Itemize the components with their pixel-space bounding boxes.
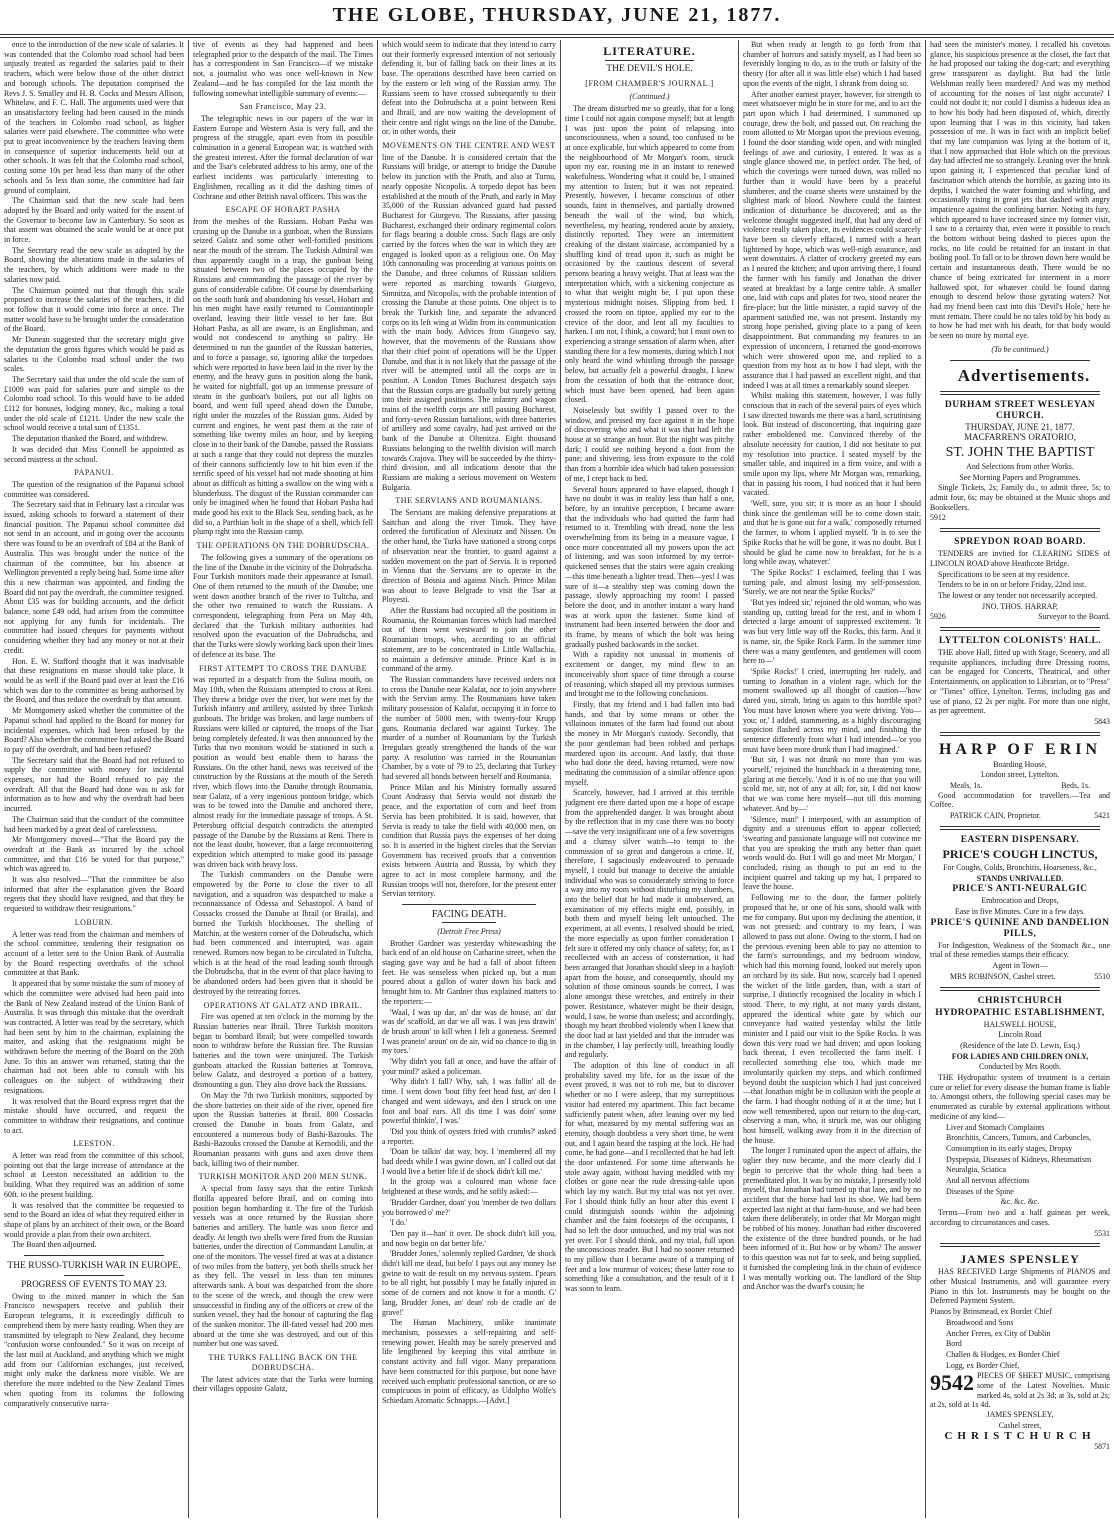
ad-text: Good accommodation for travellers.—Tea and Coffee. [930, 790, 1110, 810]
article-paragraph: Noiselessly but swiftly I passed over to the window, and pressed my face against it in the hope of discovering who and what it was that had left the house at so strange an hour. But the night was pitchy dark; I could see nothing beyond a foot from the pane; and shivering, less from exposure to the cold than from a horrible idea which had taken possession of me, I crept back to bed. [565, 405, 734, 483]
article-paragraph: ence to the introduction of the new scale of salaries. It was contended that the Colombo road school had been unjustly treated as regarded the salaries paid to their teachers, which were below those of the other district and borough schools. The deputation comprised the Revs J. S. Smalley and H. B. Cocks and Messrs Allison, Whitelaw, and F. C. Hall. The arguments used were that an unsatisfactory feeling had been caused in the minds of the teachers in Colombo road school, as higher salaries were paid elsewhere. The committee who were put to great inconvenience by the teachers leaving them in consequence of superior inducements held out at other schools. It was felt that the Colombo road school, costing some 10s per head less than many of the other schools and 5s less than some, the committee had fair ground of complaint. [4, 40, 184, 195]
ad-church-note: See Morning Papers and Programmes. [959, 472, 1081, 482]
article-paragraph: 'Den pay it—han' it over. De shock didn't kill you, and now begin on dat better life.' [382, 1228, 556, 1248]
section-heading: LEESTON. [73, 1139, 115, 1149]
ad-church-oratorio: MACFARREN'S ORATORIO, [964, 432, 1076, 443]
section-heading: PAPANUI. [74, 468, 114, 478]
article-paragraph: It was also resolved—"That the committee be also informed that after the explanation given the Board regrets that they should have resigned, and that they be requested to withdraw their resignations." [4, 875, 184, 914]
article-continued: (Continued.) [629, 92, 670, 102]
article-paragraph: had seen the minister's money. I recalled his covetous glance, his suspicious presence at the closet, the fact that he had proposed our taking the dog-cart; and everything grew transparent as daylight. But had the little Welshman really been murdered? And was my method of accounting for the noises of last night accurate? I could not doubt it; nor could I dismiss a hideous idea as to how his body had been disposed of, which, directly upon learning that I was in this vicinity, had taken possession of me. It was in fact with an implicit belief that my late companion was lying at the bottom of it, that I now approached that Hole which on the previous day had affected me so strangely. Leaning over the brink upon gaining it, I experienced that peculiar kind of fascination which attends the horrible, as gazing into its depths, I watched the water foaming and whirling, and occasionally rising in great jets that dashed with angry impatience against the confining barrier. Noting its fury, which appeared to have increased since my former visit, I saw to a certainty that, even were it possible to reach the bottom without being dashed to pieces upon the rocks, no life could be retained for an instant in that boiling pool. To fall or to be thrown down here would be certain and instantaneous death. There would be no chance of being extricated for interment in a more hallowed spot, for whatever could be found daring enough to descend below those gyrating waters? Not had my friend been cast into this 'Devil's Hole,' here he must remain. There could be no tales told by his body as to how he had met with his death, for that body would be seen no more by mortal eye. [930, 40, 1110, 341]
article-paragraph: 'Brudder Jones,' solemnly replied Gardner, 'de shock didn't kill me dead, but befo' I pays out any money Ise gwine to wait de result on my nervous system. I'pears to be all right, but possibly I may be fatally injured in some of de corners and not know it for a month. G' lang, Brudder Jones, an' dean' rob de cradle an' de grave!' [382, 1249, 556, 1317]
column-divider [188, 40, 189, 1518]
ad-harp-address: London street, Lyttelton. [980, 770, 1060, 780]
ad-text: HAS RECEIVED Large Shipments of PIANOS and other Musical Instruments, and will guarantee every Piano in this lot. Instruments may be bought on the Deferred Payment System. [930, 1267, 1110, 1306]
article-paragraph: Prince Milan and his Ministry formally assured Count Andrassy that Servia would not disturb the peace, and the exportation of corn and beef from Servia has been prohibited. It is said, however, that Servia is ready to take the field with 40,000 men, on condition that Russia pays the expenses of her doing so. It is asserted in the highest circles that the Servian Government has received proofs that a convention exists between Austria and Russia, by which they agree to act in most complete harmony, and the Russian troops will not, therefore, for the present enter Servian territory. [382, 782, 556, 899]
ad-footer [930, 972, 1110, 982]
article-paragraph: Whilst making this statement, however, I was fully conscious that in each of the several pairs of eyes which I saw directed towards me there was a hard, scrutinising look. But instead of disconcerting, that inquiring gaze rather emboldened me. Convinced thereby of the absolute necessity for caution, I did not hesitate to put my resolution into practice. I seated myself by the smaller table, and inquired in a firm voice, and with a smile upon my lips, where Mr Morgan was, remarking, that in passing his room, I had noticed that it had been vacated. [743, 391, 921, 498]
article-paragraph: The Russian commanders have received orders not to cross the Danube near Kalafat, nor to join anywhere with the Servian army. The Roumanians have taken military possession of Kalafat, occupying it in force to the number of 5000 men, with twenty-four Krupp guns. Roumania declared war against Turkey. The murder of a number of Roumanians by the Turkish Irregulars greatly strengthened the hands of the war party. A resolution was carried in the Roumanian Chamber, by a vote of 79 to 25, declaring that Turkey had severed all bonds between herself and Roumania. [382, 675, 556, 782]
ad-number: 5912 [930, 513, 946, 523]
article-paragraph: It was resolved that the Board express regret that the mistake should have occurred, and request the committee to withdraw their resignations, and continue to act. [4, 1096, 184, 1135]
ad-text: Ease in five Minutes. Cure in a few days. [954, 907, 1086, 916]
ad-separator [940, 528, 1100, 532]
ad-beds-price: Beds, 1s. [1061, 781, 1090, 791]
article-separator [64, 1275, 124, 1276]
ad-separator [940, 1243, 1100, 1247]
ad-text: STANDS UNRIVALLED. [976, 873, 1064, 883]
article-source: [FROM CHAMBER'S JOURNAL.] [585, 78, 714, 88]
article-paragraph: The following gives a summary of the operations on the line of the Danube in the vicinity of the Dobrudscha. Four Turkish monitors made their appearance at Ismail. One of them returned to the mouth of the Danube; one went down another branch of the river to Tultcha, and the other two remained to watch the Russians. A correspondent, telegraphing from Pera on May 4th, declared that the Turkish military authorities had resolved upon the evacuation of the Dobrudscha, and that the Turks were slowly working back upon their lines of defence at its base. The [193, 552, 373, 659]
article-paragraph: 'Silence, man!' I interposed, with an assumption of dignity and a strenuous effort to appear collected; 'swearing and passionate language will not convince me that you are speaking the truth any better than quiet words would do. But I will go and meet Mr Morgan,' I concluded, rising as though to put an end to the incipient quarrel and taking up my hat, I prepared to leave the house. [743, 814, 921, 892]
article-paragraph: The Board then adjourned. [12, 1240, 97, 1250]
ad-hydro-house: HALSWELL HOUSE, [983, 1019, 1057, 1029]
article-paragraph: A letter was read from the committee of this school, pointing out that the large increase of attendance at the school at Leeston necessitated an addition to the building. What they required was an addition of some 60ft. to the present building. [4, 1151, 184, 1199]
section-heading: THE TURKS FALLING BACK ON THE DOBRUDSCHA. [208, 1353, 358, 1372]
ad-hydro-audience: FOR LADIES AND CHILDREN ONLY, [951, 1051, 1089, 1061]
ad-separator [940, 732, 1100, 736]
ad-separator [940, 826, 1100, 830]
article-separator [950, 360, 1090, 361]
article-paragraph: The longer I ruminated upon the aspect of affairs, the uglier they now became, and the more clearly did I begin to perceive that the whole thing had been a premeditated plot. It was by no mistake, I presently told myself, that Jonathan had turned up that lane, and by no accident that the horse had lost its shoe. We had been expected last night at that farm-house, and we had been taken there deliberately, in order that Mr Morgan might be robbed of his money. Jonathan had either discovered the existence of the three hundred pounds, or he had been informed of it. But how or by whom? The answer to this question was not far to seek, and being supplied, it furnished the completing link in the chain of evidence I was mentally working out. The landlord of the Ship and Anchor was the dwarf's cousin; he [743, 1146, 921, 1292]
ad-text: Tenders to be in on or before Friday, 22nd inst. [938, 580, 1087, 590]
article-separator [402, 904, 536, 905]
ad-agent: Agent in Town— [992, 961, 1048, 971]
article-paragraph: from the meshes of the Russians. Hobart Pasha was cruising up the Danube in a gunboat, when the Russians seized Galatz and some other well-fortified positions near the mouth of the stream. The Turkish Admiral was thus apparently caught in a trap, the gunboat being situated between two of the places occupied by the Russians and commanding the passage of the river by guns of considerable calibre. Of course by disembarking on the south bank and abandoning his vessel, Hobart and his men might have easily returned to Constantinople overland, leaving their little vessel to her fate. But Hobart Pasha, as all are aware, is an Englishman, and would not condescend to anything so paltry. He determined to run the gauntlet of the Russian batteries, and to force a passage, so, ignoring alike the torpedoes which were reported to have been laid in the river by the enemy, and the heavy guns in position along the bank, he waited for nightfall, got up an immense pressure of steam in the gunboat's boilers, put out all lights on board, and went full speed ahead down the Danube, right under the muzzles of the Russian guns. Aided by current and engines, he went past them at the rate of something like twenty miles an hour, and by keeping close in to their bank of the Danube, passed the Russians at such a range that they could not depress the muzzles of their cannons sufficiently low to hit him even if the terrific speed of his vessel had not made shooting at him about as difficult as hitting a swallow on the wing with a blunderbuss. The disgust of the Russian commander can only be imagined when he found that Hobart Pasha had made good his exit to the Black Sea, sending back, as he did so, a Parthian bolt in the shape of a shell, which fell plump right into the Russian camp. [193, 216, 373, 537]
column-4 [565, 40, 734, 1518]
ad-signature: PATRICK CAIN, Proprietor. [950, 811, 1041, 821]
column-5 [743, 40, 921, 1518]
column-divider [925, 40, 926, 1518]
section-heading: FIRST ATTEMPT TO CROSS THE DANUBE [198, 663, 367, 673]
article-paragraph: A letter was read from the chairman and members of the school committee, tendering their resignation on account of a letter sent to the Union Bank of Australia by the Board respecting overdrafts of the school committee at that Bank. [4, 929, 184, 978]
section-heading: ESCAPE OF HOBART PASHA [225, 205, 341, 215]
ad-list-item: Challen & Hodges, ex Border Chief [946, 1349, 1060, 1359]
article-separator [24, 1255, 164, 1256]
article-paragraph: Fire was opened at ten o'clock in the morning by the Russian batteries near Ibrail. Three Turkish monitors began to bombard Ibrail; but were compelled towards noon to withdraw before the Russian fire. The Russian batteries and the town were uninjured. The Turkish gunboats attacked the Russian batteries at Tomrova, below Galatz, and destroyed a portion of a battery, dismounting a gun. They also drove back the Russians. [193, 1012, 373, 1090]
section-heading: THE OPERATIONS ON THE DOBRUDSCHA. [196, 541, 370, 551]
ad-harp-prices [930, 781, 1110, 791]
article-paragraph: It was decided that Miss Connell be appointed as second mistress at the school. [4, 444, 184, 464]
article-paragraph: Scarcely, however, had I arrived at this terrible judgment ere there darted upon me a hope of escape from the apprehended danger. It was brought about by the reflection that in my case there was no booty—save the very insignificant one of a few sovereigns and a clumsy silver watch—to tempt to the commission of so great and dangerous a crime. If, therefore, I sagaciously endeavoured to persuade myself, I could but manage to deceive the amiable individual who was so considerately striving to force a way into my room without disturbing my slumbers, into the belief that he had made it unobserved, an examination of my effects might end, possibly, in both them and myself being left untouched. The experiment, at all events, I resolved should be tried, the more especially as upon further consideration I felt sure it offered my only chance of safety; for, as I recollected with an access of consternation, it had been arranged that Jonathan should sleep in a hayloft apart from the house, and consequently, should my solution of those ominous sounds be correct, I was alone amongst these wretches, and entirely in their power. Resistance, whatever might be their design, would, I saw, be worse than useless; and accordingly, though my heart throbbed violently when I knew that the door had at last yielded and that the intruder was in the chamber, I lay perfectly still, breathing loudly and regularly. [565, 788, 734, 1060]
article-separator [442, 922, 496, 923]
article-paragraph: Firstly, that my friend and I had fallen into bad hands, and that by some means or other the villainous inmates of the farm had found out about the money in Mr Morgan's custody. Secondly, that the poor gentleman had been robbed and perhaps murdered upon its account. And lastly, that those who had done the deed, having returned, were now meditating the commission of a similar offence upon myself. [565, 700, 734, 787]
advertisements-heading: Advertisements. [957, 365, 1091, 385]
ad-church-sub: And Selections from other Works. [966, 461, 1074, 471]
column-divider [560, 40, 561, 1518]
ad-list-item: Broadwood and Sons [946, 1317, 1014, 1327]
article-paragraph: In the group was a coloured man whose face brightened at these words, and he softly asked:— [382, 1177, 556, 1197]
article-paragraph: Owing to the mixed manner in which the San Francisco newspapers receive and publish their European telegrams, it is exceedingly difficult to comprehend them by mere hasty reading. When they are transmitted by telegraph to New Zealand, they become "confusion worse confounded." So it was on receipt of the last mail at Auckland, and anything which we might add from our Californian exchanges, just received, might only make the darkness more visible. We are therefore the more indebted to the New Zealand Times when quoting from its columns the following comparatively consecutive narra- [4, 1291, 184, 1408]
article-paragraph: which would seem to indicate that they intend to carry out their formerly expressed intention of not seriously defending it, but of falling back on their lines at its base. The operations described have been carried on by the eastern or left wing of the Russian army. The Russians seem to have crossed subsequently to their defeat into the Dobrudscha at a point between Reni and Ibrail, and are now waiting the development of their centre and right wings on the line of the Danube, or, in other words, their [382, 40, 556, 137]
column-2 [193, 40, 373, 1518]
ad-text: THE above Hall, fitted up with Stage, Scenery, and all requisite appliances, including three Dressing rooms, can be engaged for Concerts, Theatrical, and other Entertainments, on application to Librarian, or to "Press" or "Times" office, Lyttelton. Terms, including gas and use of piano, £2 2s per night. For more than one night, as per agreement. [930, 648, 1110, 716]
column-divider [377, 40, 378, 1518]
article-paragraph: 'Did you think of oysters fried with crumbs?' asked a reporter. [382, 1126, 556, 1146]
ad-church-date: THURSDAY, JUNE 21, 1877. [965, 421, 1075, 432]
article-paragraph: 'Why didn't you fall at once, and have the affair of your mind?' asked a policeman. [382, 1057, 556, 1076]
article-paragraph: 'Spike Rocks!' I cried, interrupting her rudely, and turning to Jonathan in a violent rage, which for the moment swallowed up all thought of caution—'how dared you, sirrah, bring us again to this horrible spot? You must have known where you were driving. You—you; or,' I added, stammering, as a highly discouraging suspicion flashed across my mind, and finishing the sentence differently from what I had intended—'or you must have been more drunk than I had imagined.' [743, 667, 921, 754]
ad-list-item: Bord [946, 1339, 962, 1349]
article-paragraph: The Secretary said that the Board had not refused to supply the committee with money for incidental expenses, nor had the Board refused to pay the overdraft. All that the Board had done was to ask for information as to how and why the overdraft had been incurred. [4, 755, 184, 814]
ad-list-item: Bronchitis, Cancers, Tumors, and Carbuncles, [946, 1133, 1092, 1143]
ad-pills-title: PRICE'S QUININE AND DANDELION PILLS, [930, 917, 1110, 939]
article-paragraph: 'Brudder Gardner, doan' you 'member de two dollars you borrowed o' me?' [382, 1197, 556, 1217]
article-paragraph: Mr Dunean suggested that the secretary might give the deputation the gross figures which would be paid as salaries to the Colombo road school under the two scales. [4, 335, 184, 374]
article-paragraph: The Secretary said that in February last a circular was issued, asking schools to forward a statement of their financial position. The Papanui school committee did not send in an account, and in going over the accounts there was found to be an overdraft of £84 at the Bank of Australia. This was brought under the notice of the chairman of the committee, but his absence at Wellington prevented a reply being had. Some time after this a new chairman was appointed, and finding the Board did not pay the overdraft, the committee resigned. About £35 was for building accounts, and the deficit balance, some £49 odd, had arisen from the committee not applying for any funds for incidentals. The committee had issued cheques for payments without considering whether they had any money or not at their credit. [4, 500, 184, 655]
article-paragraph: A special from Jassy says that the entire Turkish flotilla appeared before Ibrail, and on coming into position began bombarding it. The fire of the Turkish vessels was at once returned by the Russian shore batteries and artillery. The battle was soon fierce and deadly. At length two shells were fired from the Russian batteries, under the direction of Commandant Lanulin, at one of the monitors. The vessel fired at was at a distance of two miles from the battery, yet both shells struck her as they fell. The vessel in less than ten minutes afterwards sank. A boat was despatched from the shore to the scene of the wreck, and though the crew were unsuccessful in finding any of the officers or crew of the sunken vessel, they had the honour of capturing the flag of the sunken monitor. The ill-fated vessel had 200 men aboard at the time she was destroyed, and out of this number but one was saved. [193, 1184, 373, 1349]
ad-church-tickets: Single Tickets, 2s; Family do., to admit three, 5s; to admit four, 6s; may be obtained at the Music shops and Booksellers. [930, 483, 1110, 512]
ad-signature: MRS ROBINSON, Cashel street. [950, 971, 1056, 981]
ad-list-item: Neuralgia, Sciatica [946, 1165, 1007, 1175]
section-heading: TURKISH MONITOR AND 200 MEN SUNK. [198, 1172, 368, 1182]
article-paragraph: The Turkish commanders on the Danube were empowered by the Porte to close the river to all navigation, and a squadron was despatched to make a reconnaissance of Odessa and Sebastopol. A band of Cossacks crossed the Danube at Ibrail (or Braila), and burned the Turkish blockhouses. The shelling of Matchin, at the western corner of the Dobrudscha, which had been commenced and interrupted, was again renewed. Rumors now began to be circulated in Tultcha, which is at the head of the road leading south through the Dobrudscha, that in the event of that place having to be abandoned orders had been given that it should be destroyed by the retreating forces. [193, 870, 373, 996]
article-paragraph: The deputation thanked the Board, and withdrew. [12, 434, 168, 444]
article-paragraph: The Chairman pointed out that though this scale proposed to increase the salaries of the teachers, it did not follow that it would come into force at once. The matter would have to be brought under the consideration of the Board. [4, 285, 184, 334]
ad-text: For Indigestion, Weakness of the Stomach &c., one trial of these remedies stamps their efficacy. [930, 940, 1110, 960]
article-subtitle: PROGRESS OF EVENTS TO MAY 23. [21, 1279, 167, 1290]
article-paragraph: The telegraphic news in our papers of the war in Eastern Europe and Western Asia is very full, and the progress of the struggle, apart even from its possible culmination in a general European war, is watched with the greatest interest. After the formal declaration of war and the Tsar's celebrated address to his army, one of the earliest incidents was particularly interesting to Englishmen, recalling as it did the dashing times of Cochrane and other British naval officers. This was the [193, 113, 373, 201]
column-6 [930, 40, 1110, 1518]
article-paragraph: 'Why didn't I fall? Why, sah, I was fallin' all de time. I went down 'bout fifty feet head fust, an' den I changed and went sideways, and den I struck on one foot and boaf ears. All dis time I was doin' some powerful thinkin', I was.' [382, 1077, 556, 1126]
ad-text: Conducted by Mrs Rooth. [979, 1062, 1061, 1072]
ad-signature: JNO. THOS. HARRAP, [982, 601, 1058, 611]
ad-number: 5871 [1094, 1442, 1110, 1452]
article-paragraph: It was resolved that the committee be requested to send to the Board an idea of what they required either in shape of plans by an architect of their own, or the Board would provide a plan from their own architect. [4, 1200, 184, 1239]
ad-separator [940, 627, 1100, 631]
ad-footer [930, 612, 1110, 622]
article-paragraph: But when ready at length to go forth from that chamber of horrors and satisfy myself, as I had been so feverishly longing to do, as to the truth or falsity of the theory (for after all it was little else) which I had based upon the events of the night, I shrank from doing so. [743, 40, 921, 88]
article-title: THE DEVIL'S HOLE. [606, 64, 693, 74]
ad-music [930, 1371, 1110, 1410]
article-paragraph: 'But sir, I was not drunk no more than you was yourself,' rejoined the hunchback in a threatening tone, glaring at me fiercely. 'And it is of no use that you will scold me, sir, not of any at all; for, sir, I did not know that we was come here myself—not till this morning whatever. And by—' [743, 755, 921, 813]
article-paragraph: The Chairman said that the conduct of the committee had been marked by a great deal of carelessness. [4, 814, 184, 834]
ad-text: Specifications to be seen at my residence. [938, 569, 1070, 579]
article-paragraph: With a rapidity not unusual in moments of excitement or danger, my mind flew to an inconceivably short space of time through a course of reasoning, which shaped all my previous surmises and brought me to the following conclusions. [565, 650, 734, 699]
ad-list-item: &c. &c. &c. [1000, 1197, 1040, 1207]
section-heading: THE SERVIANS AND ROUMANIANS. [395, 496, 543, 506]
article-paragraph: was reported in a despatch from the Sulina mouth, on May 10th, when the Russians attempted to cross at Reni. They threw a bridge over the river, but were met by the Turkish infantry and artillery, assisted by three Turkish gunboats. The bridge was broken, and large numbers of Russians were killed or captured, the troops of the Tsar being completely defeated. It was then announced by the Turks that two monitors would be stationed in such a position as would best enable them to harass the Russians. On the other hand, news was received of the construction by the Russians at the mouth of the Sereth river, which flows into the Danube through Roumania, near Galatz, of a very ingenious pontoon bridge, which was to be towed into the Danube and anchored there, almost ready for the immediate passage of troops. A St. Petersburg official despatch contradicts the attempted passage of the Danube by the Russians at Reni. There is not the least doubt, however, that a large reconnoitering expedition which attempted to make good its passage was driven back with heavy loss. [193, 675, 373, 869]
section-heading: MOVEMENTS ON THE CENTRE AND WEST [382, 141, 556, 151]
ad-spensley-title: JAMES SPENSLEY [960, 1252, 1080, 1267]
ad-separator [940, 391, 1100, 395]
ad-footer [930, 811, 1110, 821]
article-title: THE RUSSO-TURKISH WAR IN EUROPE. [7, 1261, 181, 1272]
article-paragraph: 'Well, sure, you sir; it is more as an hour I should think since the gentleman will be to come down stair, and that he is gone out for a walk,' composedly returned the farmer, to whom I applied myself. 'It is to see the Spike Rocks that he will be gone, it was no doubt. But I should be glad he came now to breakfast, for he is a long while away, whatever.' [743, 499, 921, 567]
ad-separator [940, 987, 1100, 991]
section-heading: LOBURN. [74, 917, 114, 927]
to-be-continued: (To be continued.) [991, 344, 1049, 354]
article-paragraph: 'Doan be talkin' dat way, boy. I 'membered all my bad deeds while I was gwine down, an' I called out dat I would live a better life if de shock didn't kill me.' [382, 1147, 556, 1176]
column-1 [4, 40, 184, 1518]
article-paragraph: 'The Spike Rocks!' I exclaimed, feeling that I was turning pale, and almost losing my self-possession. 'Surely, we are not near the Spike Rocks?' [743, 567, 921, 597]
ad-list-item: Pianos by Brinsmead, ex Border Chief [930, 1307, 1052, 1317]
ad-hall-title: LYTTELTON COLONISTS' HALL. [938, 636, 1102, 647]
ad-meals-price: Meals, 1s. [950, 781, 983, 791]
ad-city: CHRISTCHURCH [944, 1429, 1096, 1442]
ad-signature: JAMES SPENSLEY, [986, 1410, 1054, 1420]
article-paragraph: The Chairman said that the new scale had been adopted by the Board and only waited for the assent of the Governor to become law in Canterbury. So soon as that assent was obtained the scale would be at once put in force. [4, 196, 184, 245]
article-paragraph: Mr Montgomery moved—"That the Board pay the overdraft at the Bank as incurred by the school committee, and that £16 be voted for that purpose," which was agreed to. [4, 835, 184, 874]
ad-church-work: ST. JOHN THE BAPTIST [945, 444, 1095, 460]
ad-neuralgic-title: PRICE'S ANTI-NEURALGIC [952, 884, 1088, 895]
article-paragraph: 'But yes indeed sir,' rejoined the old woman, who was standing up, cutting bread for the rest, and in whom I detected a large amount of suppressed excitement. 'It was but very little way off the Rocks, this farm. And it is name, sir, the Spike Rock Farm. In the summer time there was a many gentlemen, and gentlemen will coom here to—' [743, 598, 921, 666]
ad-dispensary-title: EASTERN DISPENSARY. [960, 834, 1080, 845]
article-paragraph: 'Waal, I was up dar, an' dar was de house, an' dar was de' scaffold, an dar we all was. I was jess drawin' de brush aroun' to kill when I felt a goneness. Seemed I was pranein' aroun' on de air, wid no chance to dig in my toes.' [382, 1007, 556, 1056]
article-paragraph: Mr Montgomery asked whether the committee of the Papanui school had applied to the Board for money for incidental expenses, which had been refused by the Board? Also whether the committee had asked the Board to pay off the overdraft, and had been refused? [4, 706, 184, 754]
column-3 [382, 40, 556, 1518]
ad-harp-sub: Boarding House, [993, 759, 1047, 769]
ad-hydro-title: CHRISTCHURCH [977, 995, 1063, 1006]
ad-church-title: DURHAM STREET WESLEYAN CHURCH. [944, 399, 1096, 421]
article-title: FACING DEATH. [431, 909, 507, 921]
ad-address: Cashel street, [998, 1420, 1042, 1430]
article-paragraph: Brother Gardner was yesterday whitewashing the back end of an old house on Catharine street, when the staging gave way and he had a fall of about fifteen feet. He was senseless when picked up, but a man poured about a gallon of water down his back and brought him to. Mr Gardner thus explained matters to the reporters:— [382, 938, 556, 1006]
article-paragraph: The Servians are making defensive preparations at Saitchan and along the river Timok. They have ordered the fortification of Alexinatz and Nissen. On the other hand, the Turks have stationed a strong corps of observation near the frontier, to guard against a sudden movement on the part of Servia. It is reported in Vienna that the Servians are to operate in the direction of Bosnia and against Nisch. Prince Milan was about to leave Belgrade to visit the Tsar at Ployesti. [382, 508, 556, 605]
ad-number: 5421 [1094, 811, 1110, 821]
article-separator [605, 60, 694, 61]
ad-number: 5843 [1094, 716, 1110, 726]
article-source: (Detroit Free Press) [437, 926, 501, 936]
article-paragraph: The Secretary said that under the old scale the sum of £1009 was paid for salaries pure and simple to the Colombo road school. To this would have to be added £112 for bonuses, lodging money, &c., making a total under the old scale of £1211. Under the new scale the school would receive a total sum of £1351. [4, 374, 184, 433]
ad-number: 5531 [1094, 1228, 1110, 1238]
column-divider [738, 40, 739, 1518]
article-paragraph: The dream disturbed me so greatly, that for a long time I could not again compose myself; but at length I was just upon the point of relapsing into unconsciousness, when a sound, too confused to be at once explicable, but which appeared to come from the neighbourhood of Mr Morgan's room, struck upon my ear, rousing me in an instant to renewed wakefulness. Wondering what it could be, I strained my attention to listen; but it was not repeated. Presently, however, I became conscious of other sounds, faint in themselves, and partially drowned beneath the wail of the wind, but which, nevertheless, my hearing, rendered acute by anxiety, distinctly reported. They were an intermittent creaking of the distant staircase, accompanied by a shuffling kind of tread upon it, such as might be occasioned by the cautious descent of several persons bearing a heavy weight. That at least was the interpretation which, with a sickening conjecture as to what that weight might be, I put upon these mysterious midnight noises. Slipping from bed, I crossed the room on tiptoe, applied my ear to the crevice of the door, and lent all my faculties to harken. I am not, I think, a coward; but I must own to experiencing a strange sensation of alarm when, after standing there for a few moments, during which I not only heard the wind whistling through the passage below, but actually felt a powerful draught, I knew from the cessation of both that the entrance door, which must have been opened, had been again closed. [565, 104, 734, 405]
dateline: San Francisco, May 23. [239, 102, 327, 112]
article-paragraph: It appeared that by some mistake the sum of money of which the committee were advised had been paid into the Bank of New Zealand instead of the Union Bank of Australia. It was through this mistake that the overdraft was contracted. A letter was read by the secretary, which had been sent by him to the chairman, explaining the matter, and asking that the resignations might be withdrawn before the meeting of the Board on the 20th June. To this an answer was returned, stating that the chairman had not been able to consult with his colleagues on the subject of withdrawing their resignations. [4, 979, 184, 1095]
ad-text: The lowest or any tender not necessarily accepted. [938, 590, 1098, 600]
ad-text: THE Hydropathic system of treatment is a certain cure or relief for every disease the human frame is liable to. Amongst others, the following special cases may be enumerated as curable by external applications without medicine of any kind— [930, 1073, 1110, 1121]
ad-road-board-title: SPREYDON ROAD BOARD. [954, 537, 1086, 548]
ad-text: (Residence of the late D. Lewis, Esq.) [960, 1040, 1080, 1050]
ad-signature-role: Surveyor to the Board. [1038, 612, 1110, 622]
article-paragraph: The question of the resignation of the Papanui school committee was considered. [4, 479, 184, 499]
masthead-rule [0, 34, 1114, 35]
ad-hydro-road: Lincoln Road [998, 1030, 1042, 1040]
ad-hydro-title-2: HYDROPATHIC ESTABLISHMENT, [935, 1007, 1105, 1018]
ad-harp-title: HARP OF ERIN [938, 740, 1102, 758]
ad-text: For Coughs, Colds, Bronchitis, Hoarseness, &c., [943, 862, 1097, 872]
article-paragraph: Following me to the door, the farmer politely proposed that he, or one of his sons, should walk with me for company. But upon my declining the attention, it was not pressed; and contrary to my fears, I was allowed to pass out alone. Owing to the storm, I had on the previous evening been able to pay no attention to the farm's surroundings, and my bedroom window, which had this morning found, looked out merely upon an orchard by its side. But now, scarcely had I opened the wicket of the little garden, than, with a start of surprise, I distinctly recognised the locality in which I stood. There, to my right, at not many yards distant, appeared the identical white gate by which our conveyance had waited yesterday whilst the little minister and I paid our visit to the Spike Rocks. It was down this very road we had driven; and upon looking back thereat, I even recollected the farm itself. I recollected something else too, which made me involuntarily quicken my steps, and which confirmed beyond doubt the suspicion which I had just conceived—that Jonathan might be in collusion with the people at the farm. I had thought nothing of it at the time; but I now well remembered, upon our return to the dog-cart, observing a man, who, it struck me, was our obliging host himself, walking away from it in the direction of the house. [743, 893, 921, 1145]
article-paragraph: The latest advices state that the Turks were burning their villages opposite Galatz, [193, 1374, 373, 1394]
ad-list-item: Logg, ex Border Chief, [946, 1360, 1020, 1370]
ad-text: Embrocation and Drops, [981, 896, 1059, 906]
section-title-literature: LITERATURE. [603, 44, 696, 58]
ad-list-item: Consumption in its early stages, Dropsy [946, 1143, 1073, 1153]
ad-list-item: Liver and Stomach Complaints [946, 1122, 1045, 1132]
ad-text: Terms—From two and a half guineas per week, according to circumstances and cases. [930, 1208, 1110, 1227]
article-paragraph: The adoption of this line of conduct in all probability saved my life, for as the issue of the event proved, it was not to rob me, but to discover whether or no I were asleep, that my surreptitious visitor had entered my apartment. This fact became sufficiently patent when, after leaning over my bed for what, measured by my mental suffering was an eternity, though doubtless a very short time, he went out, and I again heard the rasping at the lock. He had come, he had gone—and I recollected that he had left the door unfastened. For some time afterwards he stole away again, without having meddled with my clothes or gone near the rude dressing-table upon which lay my watch. But my trial was not yet over. For I should think fully an hour after this event I could distinguish sounds within the adjoining chamber and the faint footsteps of the occupants, I had so left the door untouched, and my trial was not yet over. For I should think, and my trial, full upon the unconscious reader. But I had no sooner returned to my pillow than I became aware of a tramping of feet and a low murmur of voices; these latter rose to something like a consultation, and the result of it I was soon to learn. [565, 1061, 734, 1294]
ad-linctus-title: PRICE'S COUGH LINCTUS, [942, 846, 1098, 861]
article-paragraph: Several hours appeared to have elapsed, though I have no doubt it was in reality less than half a one, before, by an intuitive perception, I became aware that the individuals who had quitted the farm had returned to it. Trembling with dread, none the less overwhelming from its being in a measure vague, I once more concentrated all my powers upon the act of listening, and was soon informed by my terror-quickened senses that the stairs were again creaking—this time beneath a lighter tread. Then—yes! I was sure of it—a stealthy step was coming down the passage, slowly approaching my room! I passed before the door, and in another instant a wary hand was at work upon the fastener. Some kind of instrument had been inserted between the door and its frame, by means of which the bolt was being gradually pushed backwards in the socket. [565, 484, 734, 649]
masthead-rule-2 [0, 37, 1114, 38]
article-paragraph: line of the Danube. It is considered certain that the Russians will bridge, or attempt to bridge the Danube below its junction with the Pruth, and also at Turnu, nearly opposite Nicopolis. A torpedo depot has been established at the mouth of the Pruth, and early in May 35,000 of the Russian advanced guard had passed Bucharest for Giurgevo. The Russians, after passing Bucharest, exchanged their ordinary regimental colors for flags bearing a double cross. Such flags are only carried by the forces when the war in which they are engaged is looked upon as a religious one. On May 10th cannonading was proceeding at various points on the Danube, and three columns of Russian soldiers were reported as marching towards Giurgevo, Simnitza, and Nicopolis, with the probable intention of crossing the Danube at those points. One object is to break the Turkish line, and separate the advanced corps on its left wing at Widin from its communication with the main body. Advices from Giurgevo say, however, that the movements of the Russians show that their chief point of operations will be the Upper Danube, and that it is not likely that the passage of the river will be attempted until all the corps are in position. A London Times Bucharest despatch says that the Russian corps are gradually but surely getting into their assigned positions. The infantry and wagon trains of the twelfth corps are still passing Bucharest, and forty-seven Russian battalions, with three batteries of artillery and some cavalry, had just arrived on the bank of the Danube at Oltenitza. Eight thousand Russians belonging to the twelfth division will march towards Crajova. They will be succeeded by the thirty-third division, and all indications denote that the Russians are making a serious movement on Western Bulgaria. [382, 152, 556, 492]
article-paragraph: After the Russians had occupied all the positions in Roumania, the Roumanian forces which had marched out of them went westward to join the other Roumanian troops, who, according to an official statement, are to be concentrated in Little Wallachia, to maintain a defensive attitude. Prince Karl is in command of the army. [382, 606, 556, 674]
newspaper-masthead: THE GLOBE, THURSDAY, JUNE 21, 1877. [332, 4, 782, 26]
article-paragraph: The Human Machinery, unlike inanimate mechanism, possesses a self-repairing and self-renewing power. Health may be surely preserved and life lengthened by keeping this vital attribute in constant activity and full vigor. Many preparations have been constructed for this purpose, but none have received such emphatic professional sanction, or are so conspicuous in point of efficacy, as Udolpho Wolfe's Schiedam Aromatic Schnapps.—[Advt.] [382, 1318, 556, 1405]
ad-list-item: Dyspepsia, Diseases of Kidneys, Rheumatism [946, 1154, 1092, 1164]
article-paragraph: The Secretary read the new scale as adopted by the Board, showing the alterations made in the salaries of the teachers, by which additions were made to the salaries now paid. [4, 245, 184, 284]
ad-list-item: Ancher Freres, ex City of Dublin [946, 1328, 1051, 1338]
article-paragraph: On May the 7th two Turkish monitors, supported by the shore batteries on their side of the river, opened fire upon the Russian batteries at Ibrail. 800 Cossacks crossed the Danube in boats from Galatz, and encountered a numerous body of Bashi-Bazouks. The Bashi-Bazouks crossed the Danube at Kernodili, and the Roumanian peasants with guns and axes drove them back, killing two of their number. [193, 1090, 373, 1168]
section-heading: OPERATIONS AT GALATZ AND IBRAIL. [203, 1000, 363, 1010]
ad-list-item: Diseases of the Spine [946, 1186, 1014, 1196]
ad-number: 5926 [930, 612, 946, 622]
ad-text: TENDERS are invited for CLEARING SIDES of LINCOLN ROAD above Heathcote Bridge. [930, 549, 1110, 568]
article-paragraph: After another earnest prayer, however, for strength to meet whatsoever might be in store for me, and to act the part upon which I had determined, I summoned up courage, drew the bolt, and passed out. On reaching the room allotted to Mr Morgan upon the previous evening, I found the door standing wide open, and with mingled feelings of awe and curiosity, I entered. It was as a single glance showed me, in perfect order. The bed, of which the coverings were turned down, was rolled no further than it would have been by a peaceful slumberer, and the coarse sheets were unstained by the slightest mark of blood. Nowhere could the faintest indication of disturbance be discovered; and as the welcome thought suggested itself, that had any deed of violence really taken place, its evidences could scarcely have been so cleverly effaced, I turned with a heart lightened by hope, which was well-nigh assurance, and went downstairs. A clatter of crockery greeted my ears as I neared the kitchen; and upon arriving there, I found the farmer with his family and Jonathan the driver seated at breakfast by a large centre table. A smaller one, laid with cups and plates for two, stood nearer the fire-place; but the little minister, a rapid survey of the apartment satisfied me, was not present. Instantly my strong hope perished, giving place to a pang of keen disappointment. But commanding my features to an expression of unconcern, I returned the good-morrows which were showered upon me, and replied to a question from my host as to how I had slept, with the assurance that I had passed an excellent night, and that indeed I was at all times a remarkably sound sleeper. [743, 89, 921, 390]
ad-music-count: 9542 [930, 1370, 974, 1396]
article-paragraph: 'I do.' [390, 1218, 408, 1228]
ad-number: 5510 [1094, 971, 1110, 981]
ad-list-item: And all nervous affections [946, 1176, 1030, 1186]
article-paragraph: tive of events as they had happened and been telegraphed prior to the despatch of the mail. The Times has a correspondent in San Francisco—if we mistake not, a journalist who was once well-known in New Zealand—and he has compiled for the last month the following somewhat intelligible summary of events:— [193, 40, 373, 98]
ad-text: PIECES OF SHEET MUSIC, comprising some of the Latest Novelties. Music marked 4s, sold at 2s 3d; at 3s, sold at 2s; at 2s, sold at 1s 4d. [930, 1371, 1110, 1410]
article-paragraph: Hon. E. W. Stafford thought that it was inadvisable that these resignations en masse should take place. It would be as well if the Board paid over at least the £16 which was due to the committee as being authorised by the Board, and thus reduce the overdraft by that amount. [4, 656, 184, 705]
